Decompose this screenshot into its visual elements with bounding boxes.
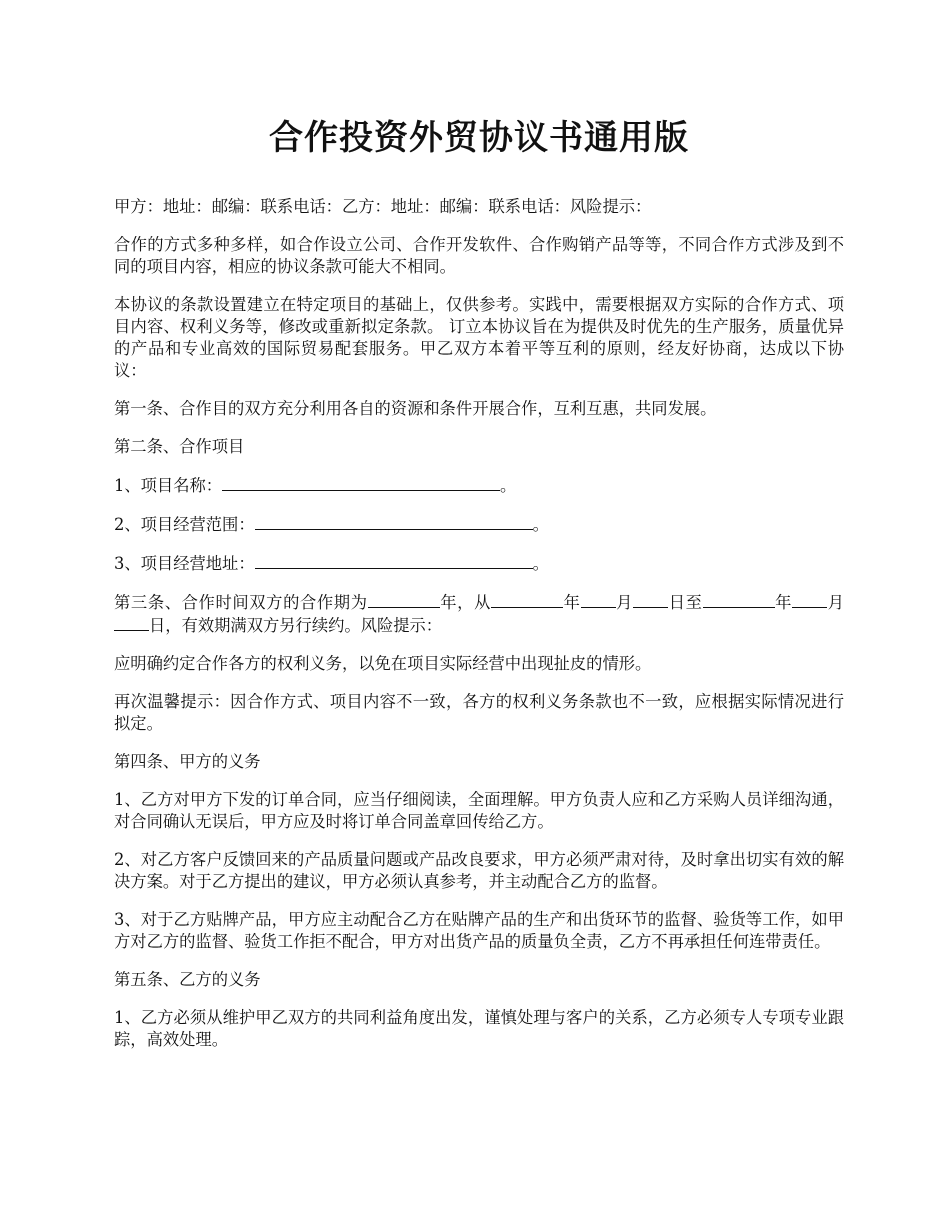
document-page — [114, 110, 844, 1067]
item-scope-label: 2、项目经营范围： — [114, 515, 255, 534]
item-name-blank[interactable] — [222, 474, 500, 491]
item-address-label: 3、项目经营地址： — [114, 554, 255, 573]
term-years-blank[interactable] — [368, 591, 440, 608]
start-day-blank[interactable] — [633, 591, 668, 608]
item-name-line — [114, 474, 844, 497]
parties-line: 甲方：地址：邮编：联系电话：乙方：地址：邮编：联系电话：风险提示： — [114, 197, 652, 216]
intro-paragraph-2: 本协议的条款设置建立在特定项目的基础上，仅供参考。实践中，需要根据双方实际的合作方式、项目内容、权利义务等，修改或重新拟定条款。 订立本协议旨在为提供及时优先的生产服务，质量优异的产品和专业高效的国际贸易配套服务。甲乙双方本着平等互利的原则，经友好协商，达成以下协议： — [114, 295, 844, 380]
article-3 — [114, 591, 844, 637]
risk-note: 应明确约定合作各方的权利义务，以免在项目实际经营中出现扯皮的情形。 — [114, 654, 652, 673]
intro-paragraph-1: 合作的方式多种多样，如合作设立公司、合作开发软件、合作购销产品等等，不同合作方式涉及到不同的项目内容，相应的协议条款可能大不相同。 — [114, 235, 844, 276]
article-3-year-label: 年 — [439, 593, 458, 612]
end-year-blank[interactable] — [703, 591, 775, 608]
item-scope-line — [114, 513, 844, 536]
article-4-item: 3、对于乙方贴牌产品，甲方应主动配合乙方在贴牌产品的生产和出货环节的监督、验货等工作，如甲方对乙方的监督、验货工作拒不配合，甲方对出货产品的质量负全责，乙方不再承担任何连带责任。 — [114, 910, 844, 951]
end-day-blank[interactable] — [114, 614, 149, 631]
article-4-heading: 第四条、甲方的义务 — [114, 752, 261, 771]
article-4-item: 1、乙方对甲方下发的订单合同，应当仔细阅读，全面理解。甲方负责人应和乙方采购人员详细沟通，对合同确认无误后，甲方应及时将订单合同盖章回传给乙方。 — [114, 790, 844, 831]
article-3-suffix: ，有效期满双方另行续约。风险提示： — [165, 616, 443, 635]
item-name-label: 1、项目名称： — [114, 476, 223, 495]
start-year-label: 年 — [562, 593, 581, 612]
article-5-item: 1、乙方必须从维护甲乙双方的共同利益角度出发，谨慎处理与客户的关系，乙方必须专人专项专业跟踪，高效处理。 — [114, 1008, 844, 1049]
start-month-label: 月 — [615, 593, 634, 612]
item-address-blank[interactable] — [255, 552, 533, 569]
article-4-item: 2、对乙方客户反馈回来的产品质量问题或产品改良要求，甲方必须严肃对待，及时拿出切实有效的解决方案。对于乙方提出的建议，甲方必须认真参考，并主动配合乙方的监督。 — [114, 850, 844, 891]
end-year-label: 年 — [774, 593, 793, 612]
item-name-period: 。 — [500, 476, 517, 495]
article-1: 第一条、合作目的双方充分利用各自的资源和条件开展合作，互利互惠，共同发展。 — [114, 399, 717, 418]
item-scope-blank[interactable] — [255, 513, 533, 530]
article-3-from: ，从 — [457, 593, 491, 612]
document-title: 合作投资外贸协议书通用版 — [269, 118, 689, 158]
start-day-to-label: 日至 — [668, 593, 703, 612]
end-day-label: 日 — [149, 616, 166, 635]
start-year-blank[interactable] — [491, 591, 563, 608]
article-3-prefix: 第三条、合作时间双方的合作期为 — [114, 593, 368, 612]
start-month-blank[interactable] — [581, 591, 616, 608]
end-month-blank[interactable] — [792, 591, 827, 608]
item-scope-period: 。 — [532, 515, 549, 534]
end-month-label: 月 — [827, 593, 844, 612]
item-address-period: 。 — [532, 554, 549, 573]
article-5-heading: 第五条、乙方的义务 — [114, 970, 261, 989]
article-2-heading: 第二条、合作项目 — [114, 437, 245, 456]
item-address-line — [114, 552, 844, 575]
reminder-note: 再次温馨提示：因合作方式、项目内容不一致，各方的权利义务条款也不一致，应根据实际情况进行拟定。 — [114, 692, 844, 733]
